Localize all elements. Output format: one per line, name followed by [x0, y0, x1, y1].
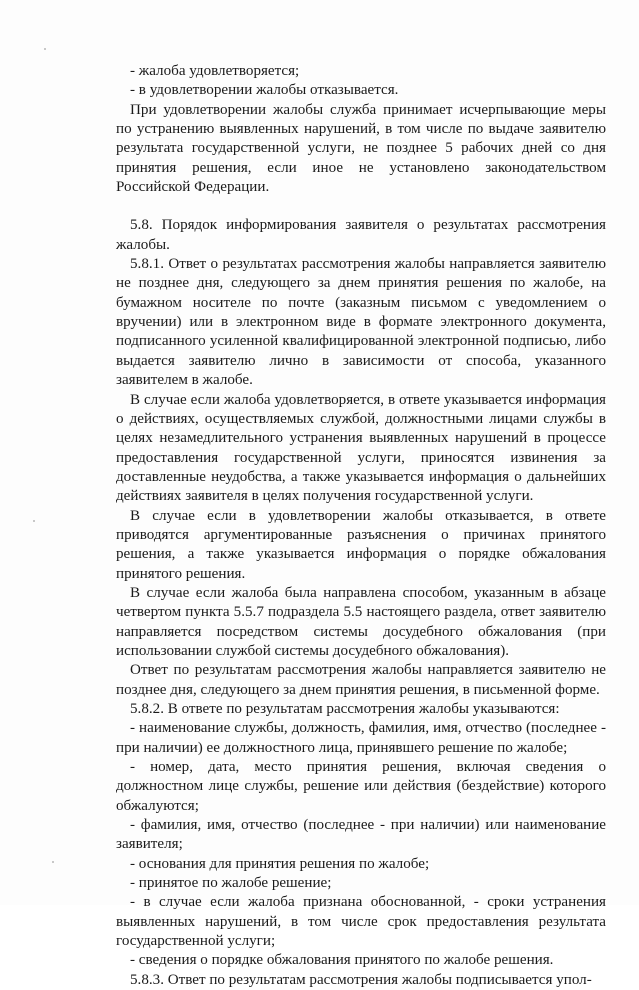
- list-item-complaint-refused: - в удовлетворении жалобы отказывается.: [130, 82, 399, 99]
- list-item-grounds: - основания для принятия решения по жалобе;: [130, 855, 430, 872]
- list-item-applicant-name: - фамилия, имя, отчество (последнее - при наличии) или наименование заявителя;: [116, 817, 606, 853]
- paragraph-5-8-3: 5.8.3. Ответ по результатам рассмотрения жалобы подписывается упол-: [130, 971, 592, 988]
- scan-speck: [33, 520, 35, 522]
- paragraph-written-response: Ответ по результатам рассмотрения жалобы направляется заявителю не позднее дня, следующего за днем принятия решения, в письменной форме.: [116, 662, 606, 698]
- list-item-decision: - принятое по жалобе решение;: [130, 875, 332, 892]
- list-item-decision-details: - номер, дата, место принятия решения, включая сведения о должностном лице службы, решение или действия (бездействие) которого обжалуются;: [116, 759, 606, 814]
- list-item-deadlines: - в случае если жалоба признана обоснованной, - сроки устранения выявленных нарушений, в том числе срок предоставления результата государственной услуги;: [116, 894, 606, 950]
- paragraph-if-refused: В случае если в удовлетворении жалобы отказывается, в ответе приводятся аргументированные разъяснения о причинах принятого решения, а также указывается информация о порядке обжалования принятого решения.: [116, 507, 606, 582]
- paragraph-if-satisfied: В случае если жалоба удовлетворяется, в ответе указывается информация о действиях, осуществляемых службой, должностными лицами службы в целях незамедлительного устранения выявленных нарушений в процессе предоставления государственной услуги, приносятся извинения за доставленные неудобства, а также указывается информация о дальнейших действиях заявителя в целях получения государственной услуги.: [116, 391, 606, 505]
- list-item-complaint-satisfied: - жалоба удовлетворяется;: [130, 63, 300, 79]
- paragraph-5-8-2: 5.8.2. В ответе по результатам рассмотрения жалобы указываются:: [130, 701, 560, 717]
- paragraph-5-8-1: 5.8.1. Ответ о результатах рассмотрения жалобы направляется заявителю не позднее дня, следующего за днем принятия решения по жалобе, на бумажном носителе по почте (заказным письмом с уведомлением о вручении) или в электронном виде в формате электронного документа, подписанного усиленной квалифицированной электронной подписью, либо выдается заявителю лично в зависимости от способа, указанного заявителем в жалобе.: [116, 256, 606, 389]
- paragraph-satisfaction-measures: При удовлетворении жалобы служба принимает исчерпывающие меры по устранению выявленных нарушений, в том числе по выдаче заявителю результата государственной услуги, не позднее 5 рабочих дней со дня принятия решения, если иное не установлено законодательством Российской Федерации.: [116, 101, 606, 196]
- document-body: [116, 62, 606, 990]
- paragraph-pretrial-system: В случае если жалоба была направлена способом, указанным в абзаце четвертом пункта 5.5.7 подраздела 5.5 настоящего раздела, ответ заявителю направляется посредством системы досудебного обжалования (при использовании службой системы досудебного обжалования).: [116, 584, 606, 659]
- list-item-appeal-procedure: - сведения о порядке обжалования принятого по жалобе решения.: [130, 952, 554, 969]
- list-item-service-name: - наименование службы, должность, фамилия, имя, отчество (последнее - при наличии) ее должностного лица, принявшего решение по жалобе;: [116, 720, 606, 756]
- section-heading-5-8: 5.8. Порядок информирования заявителя о результатах рассмотрения жалобы.: [116, 217, 606, 253]
- scan-speck: [52, 861, 54, 863]
- scan-speck: [44, 48, 46, 50]
